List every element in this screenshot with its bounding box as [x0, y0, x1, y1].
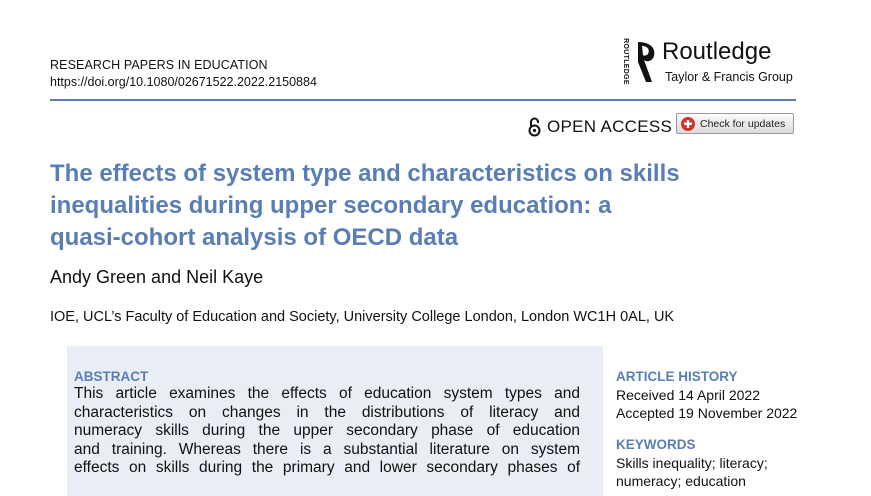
abstract-line: This article examines the effects of education system types and: [74, 385, 580, 402]
title-line: quasi-cohort analysis of OECD data: [50, 224, 459, 251]
logo-vertical-text: ROUTLEDGE: [621, 38, 629, 85]
doi-link[interactable]: https://doi.org/10.1080/02671522.2022.2150884: [50, 75, 317, 89]
article-history-heading: ARTICLE HISTORY: [616, 369, 738, 384]
abstract-line: effects on skills during the primary and lower secondary phases of: [74, 459, 580, 476]
open-lock-icon: [528, 117, 541, 137]
abstract-heading: ABSTRACT: [74, 369, 149, 384]
check-for-updates-button[interactable]: [676, 113, 794, 134]
abstract-line: and training. Whereas there is a substantial literature on system: [74, 440, 580, 458]
header-divider: [50, 99, 796, 101]
article-title: [50, 158, 770, 254]
affiliation: IOE, UCL’s Faculty of Education and Society, University College London, London WC1H 0AL, UK: [50, 309, 675, 325]
authors[interactable]: Andy Green and Neil Kaye: [50, 267, 264, 287]
received-date: Received 14 April 2022: [616, 387, 760, 403]
title-line: inequalities during upper secondary education: a: [50, 192, 612, 219]
accepted-date: Accepted 19 November 2022: [616, 405, 798, 421]
open-access-badge: [528, 116, 672, 138]
article-history: [616, 368, 797, 422]
check-for-updates-label: Check for updates: [700, 117, 786, 130]
abstract-text: [74, 385, 580, 478]
keywords: [616, 436, 768, 490]
abstract-line: characteristics on changes in the distributions of literacy and: [74, 403, 580, 421]
crossmark-icon: [681, 117, 695, 131]
open-access-label: OPEN ACCESS: [547, 117, 673, 136]
routledge-logo: [620, 38, 800, 88]
abstract-line: numeracy skills during the upper secondary phase of education: [74, 422, 580, 439]
journal-header: [50, 57, 317, 91]
routledge-mark-icon: [634, 40, 660, 84]
journal-name: RESEARCH PAPERS IN EDUCATION: [50, 58, 268, 72]
keywords-line: numeracy; education: [616, 473, 746, 489]
title-line: The effects of system type and characteristics on skills: [50, 160, 680, 187]
keywords-line: Skills inequality; literacy;: [616, 455, 768, 471]
keywords-heading: KEYWORDS: [616, 437, 696, 452]
publisher-group: Taylor & Francis Group: [665, 70, 793, 84]
publisher-name: Routledge: [662, 38, 772, 65]
